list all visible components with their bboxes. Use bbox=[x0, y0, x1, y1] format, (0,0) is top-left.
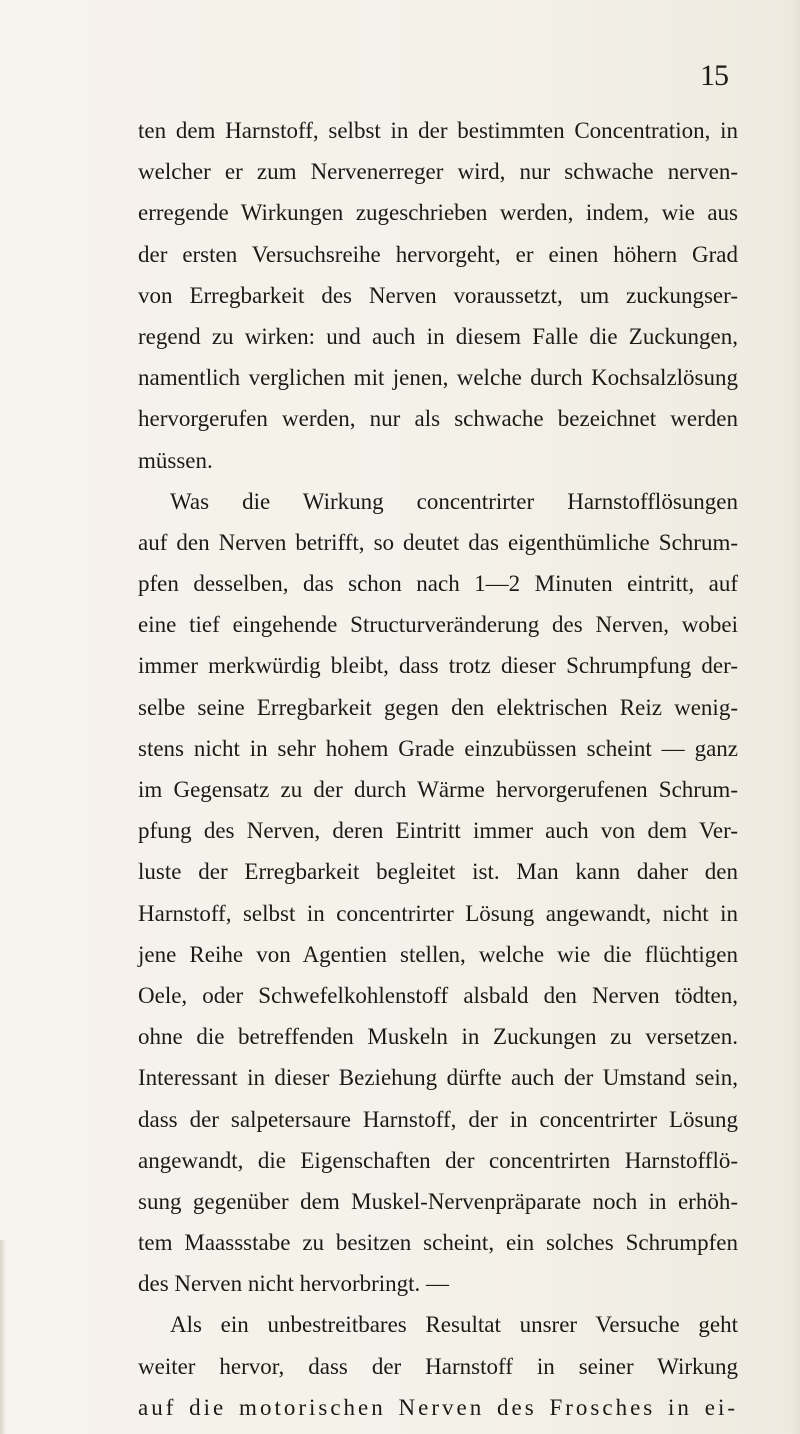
text-line: Harnstoff, selbst in concentrirter Lösung angewandt, nicht in bbox=[138, 900, 738, 926]
text-line: müssen. bbox=[138, 447, 213, 473]
text-line: pfung des Nerven, deren Eintritt immer auch von dem Ver- bbox=[138, 818, 738, 844]
text-line: von Erregbarkeit des Nerven voraussetzt, um zuckungser- bbox=[138, 282, 738, 308]
text-line: Oele, oder Schwefelkohlenstoff alsbald den Nerven tödten, bbox=[138, 982, 738, 1008]
text-line: ten dem Harnstoff, selbst in der bestimmten Concentration, in bbox=[138, 118, 738, 143]
page-number: 15 bbox=[700, 59, 728, 92]
text-line: sung gegenüber dem Muskel-Nervenpräparate noch in erhöh- bbox=[138, 1188, 738, 1214]
text-line: auf den Nerven betrifft, so deutet das eigenthümliche Schrum- bbox=[138, 529, 738, 555]
text-line: des Nerven nicht hervorbringt. — bbox=[138, 1271, 450, 1297]
text-line: jene Reihe von Agentien stellen, welche wie die flüchtigen bbox=[138, 941, 738, 967]
text-line: namentlich verglichen mit jenen, welche durch Kochsalzlösung bbox=[138, 365, 738, 391]
paragraph-start-line: Was die Wirkung concentrirter Harnstofflösungen bbox=[170, 488, 738, 514]
body-text bbox=[138, 110, 738, 1428]
text-line: welcher er zum Nervenerreger wird, nur schwache nerven- bbox=[138, 159, 738, 185]
text-line: dass der salpetersaure Harnstoff, der in concentrirter Lösung bbox=[138, 1106, 738, 1132]
binding-shadow bbox=[0, 1240, 6, 1434]
text-line: stens nicht in sehr hohem Grade einzubüssen scheint — ganz bbox=[138, 735, 738, 761]
text-line: tem Maassstabe zu besitzen scheint, ein solches Schrumpfen bbox=[138, 1230, 738, 1256]
text-line: pfen desselben, das schon nach 1—2 Minuten eintritt, auf bbox=[138, 571, 738, 597]
text-line: weiter hervor, dass der Harnstoff in seiner Wirkung bbox=[138, 1353, 738, 1379]
text-line: eine tief eingehende Structurveränderung des Nerven, wobei bbox=[138, 612, 738, 638]
text-line: im Gegensatz zu der durch Wärme hervorgerufenen Schrum- bbox=[138, 777, 738, 802]
text-line: regend zu wirken: und auch in diesem Falle die Zuckungen, bbox=[138, 323, 738, 349]
page-edge-shadow bbox=[790, 0, 800, 1434]
paragraph-start-line: Als ein unbestreitbares Resultat unsrer Versuche geht bbox=[170, 1312, 738, 1338]
text-line: hervorgerufen werden, nur als schwache bezeichnet werden bbox=[138, 406, 738, 432]
text-line: der ersten Versuchsreihe hervorgeht, er einen höhern Grad bbox=[138, 241, 738, 267]
text-line: ohne die betreffenden Muskeln in Zuckungen zu versetzen. bbox=[138, 1024, 738, 1050]
text-line: auf die motorischen Nerven des Frosches in ei- bbox=[138, 1394, 738, 1420]
text-line: angewandt, die Eigenschaften der concentrirten Harnstofflö- bbox=[138, 1147, 738, 1173]
text-line: erregende Wirkungen zugeschrieben werden, indem, wie aus bbox=[138, 200, 738, 226]
text-line: Interessant in dieser Beziehung dürfte auch der Umstand sein, bbox=[138, 1065, 738, 1091]
text-line: immer merkwürdig bleibt, dass trotz dieser Schrumpfung der- bbox=[138, 653, 738, 679]
text-line: selbe seine Erregbarkeit gegen den elektrischen Reiz wenig- bbox=[138, 694, 738, 720]
text-line: luste der Erregbarkeit begleitet ist. Man kann daher den bbox=[138, 859, 738, 885]
